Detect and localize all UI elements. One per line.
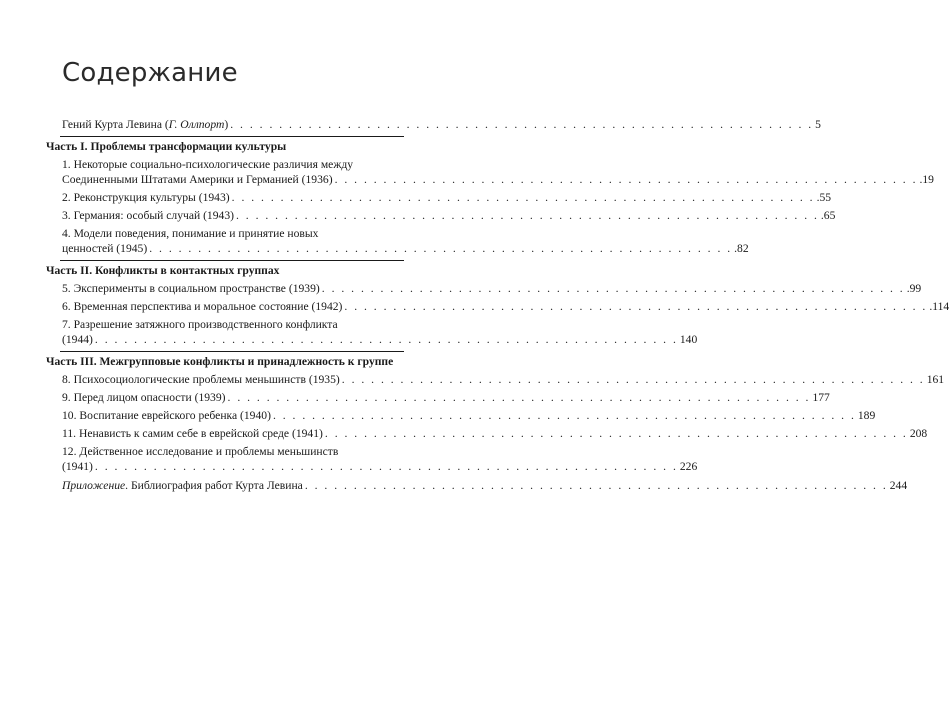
toc-entry-label: (1941) [62,460,93,473]
toc-entry[interactable] [46,299,949,314]
toc-entry-row [46,459,698,474]
toc-entry-label: (1944) [62,333,93,346]
section-divider [60,260,404,261]
toc-entry[interactable] [46,372,945,387]
toc-entry-line: 7. Разрешение затяжного производственного конфликта [62,318,338,331]
table-of-contents [46,117,949,493]
leader-dots [236,208,819,223]
page-number: .114 [929,300,949,313]
toc-part-title[interactable]: Часть II. Конфликты в контактных группах [46,264,280,277]
leader-dots [344,299,927,314]
toc-entry-row [46,408,876,423]
leader-dots [325,426,908,441]
toc-entry-line: 12. Действенное исследование и проблемы меньшинств [62,445,339,458]
page-number: 226 [679,460,698,473]
page-number: 208 [909,427,928,440]
toc-entry-label: 3. Германия: особый случай (1943) [62,209,234,222]
toc-part-title[interactable]: Часть III. Межгрупповые конфликты и принадлежность к группе [46,355,394,368]
toc-appendix[interactable] [46,478,908,493]
leader-dots [149,241,732,256]
page-number: 177 [812,391,830,404]
leader-dots [335,172,918,187]
toc-entry[interactable] [46,190,832,205]
leader-dots [273,408,856,423]
toc-appendix-label: Приложение. Библиография работ Курта Левина [62,479,303,492]
toc-entry[interactable] [46,157,934,187]
toc-intro[interactable] [46,117,821,132]
toc-entry-label: 5. Эксперименты в социальном пространстве (1939) [62,282,320,295]
toc-entry[interactable] [46,444,698,474]
toc-entry[interactable] [46,426,928,441]
leader-dots [95,332,678,347]
page-number: .65 [820,209,836,222]
page-number: .19 [919,173,934,186]
toc-entry-row [46,390,830,405]
toc-part-title[interactable]: Часть I. Проблемы трансформации культуры [46,140,287,153]
toc-entry-row [46,172,934,187]
leader-dots [230,117,813,132]
toc-entry-line: 4. Модели поведения, понимание и принятие новых [62,227,319,240]
toc-entry-label: 9. Перед лицом опасности (1939) [62,391,226,404]
leader-dots [228,390,811,405]
toc-entry-row [46,241,749,256]
section-divider [60,351,404,352]
leader-dots [232,190,815,205]
toc-intro-label: Гений Курта Левина (Г. Оллпорт) [62,118,229,131]
toc-entry-row [46,299,949,314]
toc-entry-label: Соединенными Штатами Америки и Германией (1936) [62,173,333,186]
toc-entry-row [46,208,836,223]
toc-entry-label: 11. Ненависть к самим себе в еврейской среде (1941) [62,427,323,440]
leader-dots [342,372,925,387]
page-number: 189 [857,409,876,422]
page-number: 244 [889,479,908,492]
toc-entry-row [46,190,832,205]
page-number: .55 [816,191,832,204]
toc-entry-line: 1. Некоторые социально-психологические различия между [62,158,354,171]
section-divider [60,136,404,137]
page-number: 5 [815,118,821,131]
toc-entry[interactable] [46,317,698,347]
page-number: 161 [926,373,945,386]
leader-dots [305,478,888,493]
toc-entry-row [46,332,698,347]
toc-entry-label: 2. Реконструкция культуры (1943) [62,191,230,204]
toc-entry[interactable] [46,390,830,405]
toc-entry[interactable] [46,208,836,223]
toc-entry-label: 10. Воспитание еврейского ребенка (1940) [62,409,271,422]
toc-entry[interactable] [46,281,922,296]
page-number: .82 [734,242,749,255]
toc-entry[interactable] [46,226,749,256]
toc-entry-label: 6. Временная перспектива и моральное состояние (1942) [62,300,343,313]
leader-dots [95,459,678,474]
toc-entry-row [46,372,945,387]
leader-dots [322,281,905,296]
toc-entry-row [46,426,928,441]
toc-entry[interactable] [46,408,876,423]
toc-entry-label: ценностей (1945) [62,242,148,255]
toc-entry-label: 8. Психосоциологические проблемы меньшинств (1935) [62,373,340,386]
page-title: Содержание [62,58,238,88]
page-number: 140 [679,333,698,346]
page-number: .99 [906,282,922,295]
toc-entry-row [46,281,922,296]
